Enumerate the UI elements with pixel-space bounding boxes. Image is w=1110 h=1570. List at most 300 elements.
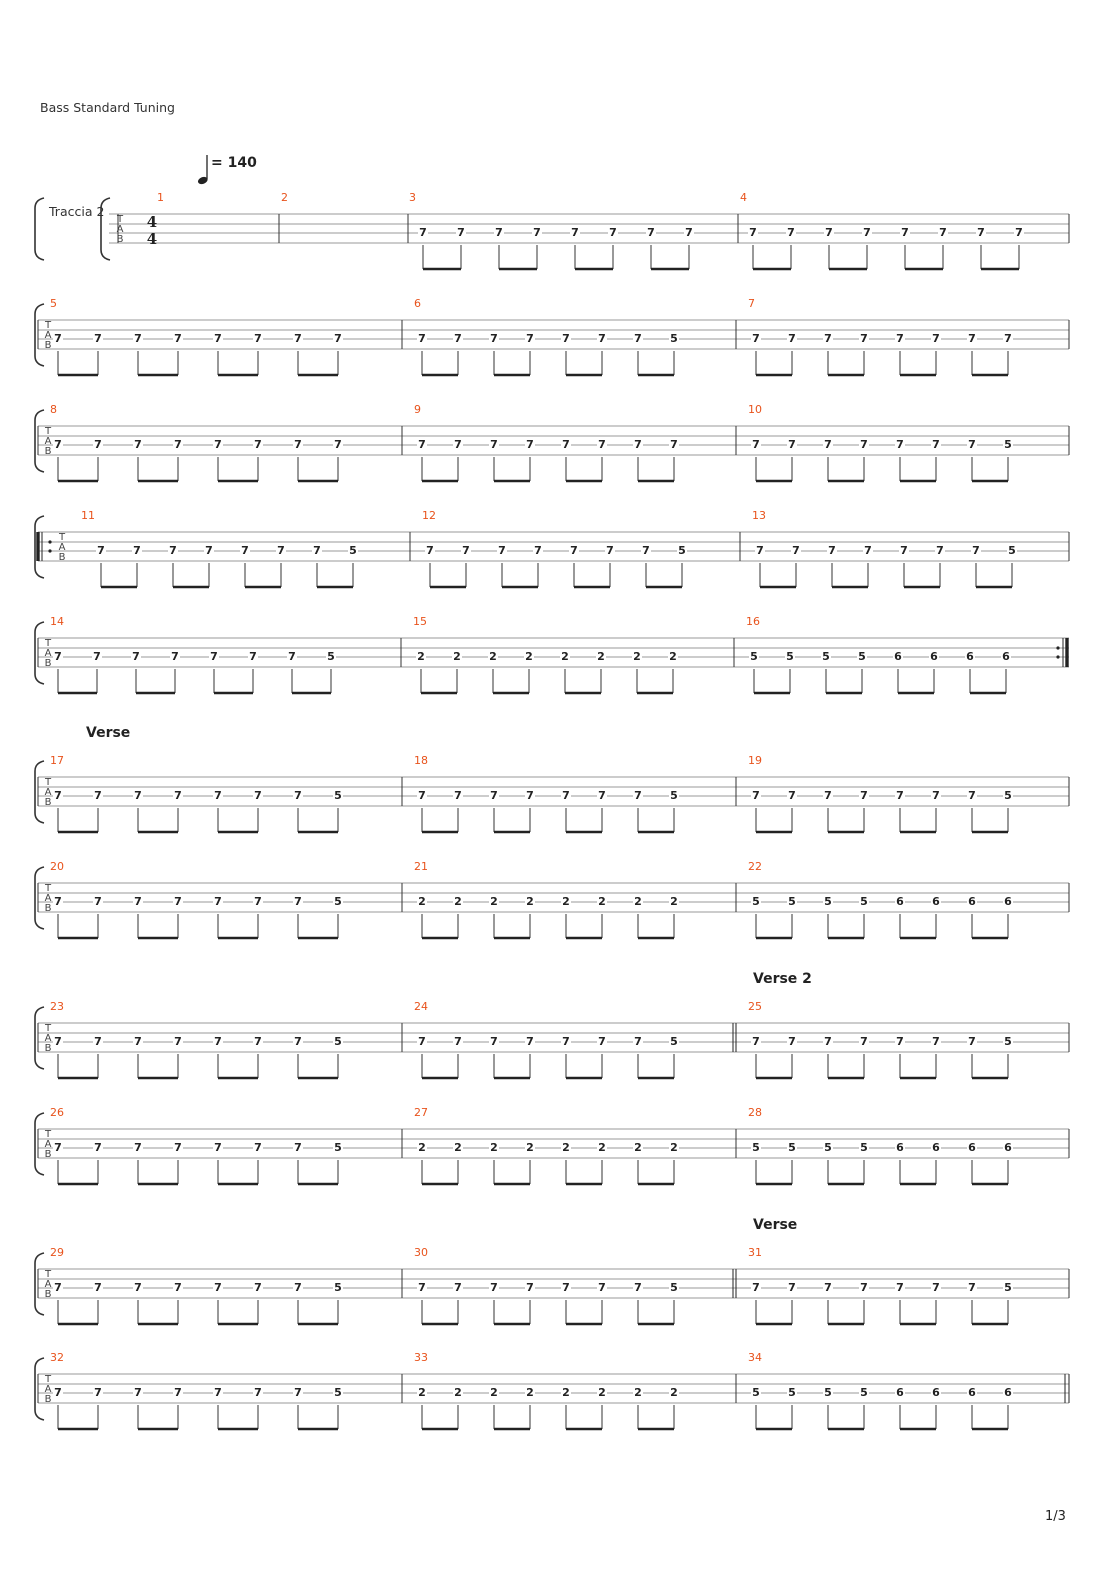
fret-number: 7 <box>133 544 141 557</box>
fret-number: 7 <box>174 438 182 451</box>
repeat-dot <box>48 549 51 552</box>
fret-number: 7 <box>1004 332 1012 345</box>
tab-clef-letter: A <box>44 1384 52 1395</box>
fret-number: 2 <box>490 1386 498 1399</box>
system-bracket <box>35 622 44 684</box>
fret-number: 7 <box>454 789 462 802</box>
fret-number: 7 <box>932 1281 940 1294</box>
fret-number: 6 <box>1004 895 1012 908</box>
fret-number: 5 <box>327 650 335 663</box>
fret-number: 7 <box>752 1281 760 1294</box>
fret-number: 7 <box>749 226 757 239</box>
fret-number: 2 <box>526 1141 534 1154</box>
fret-number: 7 <box>294 332 302 345</box>
fret-number: 2 <box>634 1141 642 1154</box>
fret-number: 7 <box>787 226 795 239</box>
fret-number: 5 <box>334 1386 342 1399</box>
fret-number: 7 <box>134 895 142 908</box>
measure-number: 16 <box>746 615 760 628</box>
fret-number: 5 <box>334 1281 342 1294</box>
fret-number: 7 <box>647 226 655 239</box>
fret-number: 7 <box>174 1281 182 1294</box>
fret-number: 7 <box>824 1281 832 1294</box>
measure-number: 23 <box>50 1000 64 1013</box>
fret-number: 7 <box>294 1141 302 1154</box>
fret-number: 7 <box>828 544 836 557</box>
fret-number: 7 <box>533 226 541 239</box>
measure-number: 4 <box>740 191 747 204</box>
fret-number: 7 <box>294 438 302 451</box>
fret-number: 6 <box>930 650 938 663</box>
fret-number: 7 <box>752 332 760 345</box>
fret-number: 7 <box>896 1281 904 1294</box>
fret-number: 7 <box>570 544 578 557</box>
fret-number: 7 <box>634 438 642 451</box>
fret-number: 7 <box>788 789 796 802</box>
fret-number: 5 <box>1004 438 1012 451</box>
fret-number: 5 <box>670 332 678 345</box>
fret-number: 7 <box>825 226 833 239</box>
fret-number: 5 <box>334 789 342 802</box>
fret-number: 7 <box>939 226 947 239</box>
tab-clef-letter: B <box>44 797 52 808</box>
fret-number: 7 <box>562 789 570 802</box>
fret-number: 7 <box>134 1281 142 1294</box>
fret-number: 7 <box>598 1281 606 1294</box>
fret-number: 7 <box>932 332 940 345</box>
repeat-dot <box>1056 646 1059 649</box>
fret-number: 7 <box>490 789 498 802</box>
fret-number: 7 <box>752 438 760 451</box>
fret-number: 7 <box>254 1386 262 1399</box>
fret-number: 7 <box>254 1141 262 1154</box>
measure-number: 5 <box>50 297 57 310</box>
tab-clef-letter: B <box>44 340 52 351</box>
fret-number: 7 <box>792 544 800 557</box>
fret-number: 5 <box>349 544 357 557</box>
measure-number: 12 <box>422 509 436 522</box>
fret-number: 7 <box>94 1386 102 1399</box>
fret-number: 6 <box>932 1386 940 1399</box>
measure-number: 3 <box>409 191 416 204</box>
fret-number: 5 <box>788 895 796 908</box>
measure-number: 13 <box>752 509 766 522</box>
tab-clef-letter: A <box>44 1139 52 1150</box>
time-signature-bottom: 4 <box>146 230 158 248</box>
system-bracket <box>35 1358 44 1420</box>
fret-number: 7 <box>174 1386 182 1399</box>
fret-number: 2 <box>634 1386 642 1399</box>
fret-number: 5 <box>670 1281 678 1294</box>
fret-number: 2 <box>418 1386 426 1399</box>
tab-clef-letter: T <box>44 426 52 437</box>
fret-number: 7 <box>900 544 908 557</box>
fret-number: 7 <box>670 438 678 451</box>
fret-number: 5 <box>1004 789 1012 802</box>
fret-number: 7 <box>1015 226 1023 239</box>
fret-number: 7 <box>54 1281 62 1294</box>
fret-number: 7 <box>526 438 534 451</box>
measure-number: 10 <box>748 403 762 416</box>
fret-number: 2 <box>670 1386 678 1399</box>
measure-number: 21 <box>414 860 428 873</box>
fret-number: 7 <box>860 1035 868 1048</box>
fret-number: 7 <box>824 789 832 802</box>
fret-number: 5 <box>752 895 760 908</box>
fret-number: 7 <box>490 1035 498 1048</box>
fret-number: 7 <box>634 1281 642 1294</box>
fret-number: 7 <box>598 332 606 345</box>
fret-number: 5 <box>678 544 686 557</box>
tuning-label: Bass Standard Tuning <box>40 100 175 115</box>
fret-number: 7 <box>94 789 102 802</box>
fret-number: 6 <box>966 650 974 663</box>
measure-number: 18 <box>414 754 428 767</box>
system-bracket <box>35 867 44 929</box>
fret-number: 5 <box>752 1386 760 1399</box>
measure-number: 29 <box>50 1246 64 1259</box>
fret-number: 7 <box>254 438 262 451</box>
fret-number: 5 <box>788 1386 796 1399</box>
fret-number: 6 <box>932 895 940 908</box>
fret-number: 7 <box>860 438 868 451</box>
fret-number: 7 <box>860 1281 868 1294</box>
fret-number: 5 <box>334 895 342 908</box>
fret-number: 7 <box>896 789 904 802</box>
measure-number: 27 <box>414 1106 428 1119</box>
fret-number: 2 <box>454 1386 462 1399</box>
fret-number: 7 <box>97 544 105 557</box>
fret-number: 7 <box>634 1035 642 1048</box>
fret-number: 2 <box>489 650 497 663</box>
fret-number: 7 <box>824 1035 832 1048</box>
page-number: 1/3 <box>1045 1509 1066 1524</box>
time-signature-top: 4 <box>146 213 158 231</box>
measure-number: 8 <box>50 403 57 416</box>
fret-number: 2 <box>525 650 533 663</box>
system-bracket <box>35 761 44 823</box>
fret-number: 7 <box>134 438 142 451</box>
fret-number: 7 <box>294 895 302 908</box>
fret-number: 7 <box>294 1281 302 1294</box>
track-name: Traccia 2 <box>49 204 105 219</box>
fret-number: 7 <box>134 332 142 345</box>
fret-number: 7 <box>932 789 940 802</box>
fret-number: 7 <box>788 332 796 345</box>
fret-number: 7 <box>571 226 579 239</box>
tab-clef-letter: T <box>44 1269 52 1280</box>
fret-number: 2 <box>453 650 461 663</box>
fret-number: 2 <box>598 1141 606 1154</box>
fret-number: 7 <box>254 895 262 908</box>
fret-number: 7 <box>54 438 62 451</box>
system-bracket <box>35 304 44 366</box>
fret-number: 5 <box>334 1141 342 1154</box>
fret-number: 7 <box>932 438 940 451</box>
fret-number: 7 <box>205 544 213 557</box>
fret-number: 7 <box>54 332 62 345</box>
fret-number: 7 <box>860 332 868 345</box>
tab-clef-letter: A <box>44 648 52 659</box>
fret-number: 7 <box>642 544 650 557</box>
fret-number: 7 <box>454 1035 462 1048</box>
fret-number: 7 <box>254 332 262 345</box>
fret-number: 7 <box>896 438 904 451</box>
fret-number: 6 <box>1004 1141 1012 1154</box>
fret-number: 7 <box>249 650 257 663</box>
measure-number: 33 <box>414 1351 428 1364</box>
fret-number: 7 <box>241 544 249 557</box>
fret-number: 7 <box>418 332 426 345</box>
fret-number: 6 <box>896 895 904 908</box>
fret-number: 2 <box>598 1386 606 1399</box>
fret-number: 7 <box>598 789 606 802</box>
tab-clef-letter: T <box>116 214 124 225</box>
tab-clef-letter: T <box>44 638 52 649</box>
fret-number: 7 <box>598 438 606 451</box>
measure-number: 32 <box>50 1351 64 1364</box>
fret-number: 2 <box>526 1386 534 1399</box>
fret-number: 5 <box>858 650 866 663</box>
fret-number: 5 <box>1008 544 1016 557</box>
tab-clef-letter: T <box>44 1129 52 1140</box>
tab-clef-letter: A <box>44 1033 52 1044</box>
measure-number: 15 <box>413 615 427 628</box>
fret-number: 7 <box>418 1281 426 1294</box>
fret-number: 7 <box>214 895 222 908</box>
measure-number: 24 <box>414 1000 428 1013</box>
measure-number: 34 <box>748 1351 762 1364</box>
fret-number: 7 <box>313 544 321 557</box>
fret-number: 5 <box>788 1141 796 1154</box>
repeat-dot <box>48 540 51 543</box>
fret-number: 7 <box>334 332 342 345</box>
fret-number: 7 <box>562 1281 570 1294</box>
fret-number: 7 <box>254 789 262 802</box>
fret-number: 7 <box>277 544 285 557</box>
fret-number: 7 <box>134 1386 142 1399</box>
tab-clef-letter: B <box>44 1043 52 1054</box>
fret-number: 5 <box>750 650 758 663</box>
fret-number: 7 <box>418 789 426 802</box>
tempo-value: = 140 <box>211 155 257 171</box>
tab-clef-letter: T <box>44 777 52 788</box>
fret-number: 7 <box>968 789 976 802</box>
measure-number: 19 <box>748 754 762 767</box>
fret-number: 7 <box>562 1035 570 1048</box>
fret-number: 7 <box>94 438 102 451</box>
measure-number: 11 <box>81 509 95 522</box>
fret-number: 7 <box>457 226 465 239</box>
fret-number: 7 <box>214 1281 222 1294</box>
fret-number: 7 <box>134 1141 142 1154</box>
fret-number: 7 <box>174 789 182 802</box>
measure-number: 17 <box>50 754 64 767</box>
fret-number: 7 <box>54 1035 62 1048</box>
fret-number: 7 <box>210 650 218 663</box>
fret-number: 7 <box>174 332 182 345</box>
fret-number: 5 <box>670 789 678 802</box>
tab-clef-letter: B <box>44 658 52 669</box>
fret-number: 7 <box>54 650 62 663</box>
fret-number: 7 <box>901 226 909 239</box>
fret-number: 7 <box>598 1035 606 1048</box>
fret-number: 7 <box>824 332 832 345</box>
fret-number: 2 <box>562 1141 570 1154</box>
fret-number: 2 <box>669 650 677 663</box>
fret-number: 7 <box>634 332 642 345</box>
fret-number: 5 <box>334 1035 342 1048</box>
fret-number: 5 <box>860 895 868 908</box>
fret-number: 2 <box>454 1141 462 1154</box>
system-bracket <box>35 410 44 472</box>
fret-number: 5 <box>822 650 830 663</box>
tab-clef-letter: T <box>58 532 66 543</box>
fret-number: 7 <box>174 1035 182 1048</box>
fret-number: 7 <box>134 1035 142 1048</box>
fret-number: 7 <box>294 1386 302 1399</box>
fret-number: 7 <box>134 789 142 802</box>
fret-number: 7 <box>972 544 980 557</box>
fret-number: 5 <box>1004 1281 1012 1294</box>
fret-number: 7 <box>534 544 542 557</box>
fret-number: 2 <box>562 895 570 908</box>
fret-number: 6 <box>1002 650 1010 663</box>
fret-number: 7 <box>606 544 614 557</box>
fret-number: 7 <box>788 1281 796 1294</box>
tab-clef-letter: T <box>44 883 52 894</box>
fret-number: 7 <box>977 226 985 239</box>
fret-number: 5 <box>1004 1035 1012 1048</box>
measure-number: 14 <box>50 615 64 628</box>
fret-number: 7 <box>418 438 426 451</box>
fret-number: 7 <box>526 1035 534 1048</box>
measure-number: 28 <box>748 1106 762 1119</box>
fret-number: 7 <box>526 789 534 802</box>
fret-number: 2 <box>670 895 678 908</box>
tab-clef-letter: T <box>44 1374 52 1385</box>
fret-number: 7 <box>93 650 101 663</box>
fret-number: 7 <box>254 1035 262 1048</box>
measure-number: 1 <box>157 191 164 204</box>
fret-number: 7 <box>526 332 534 345</box>
fret-number: 7 <box>490 438 498 451</box>
fret-number: 7 <box>609 226 617 239</box>
tab-clef-letter: A <box>44 1279 52 1290</box>
measure-number: 9 <box>414 403 421 416</box>
fret-number: 2 <box>634 895 642 908</box>
fret-number: 7 <box>294 1035 302 1048</box>
system-bracket <box>35 1253 44 1315</box>
tab-clef-letter: B <box>44 1394 52 1405</box>
fret-number: 7 <box>454 1281 462 1294</box>
fret-number: 7 <box>426 544 434 557</box>
fret-number: 7 <box>824 438 832 451</box>
fret-number: 7 <box>214 438 222 451</box>
fret-number: 5 <box>860 1386 868 1399</box>
fret-number: 7 <box>562 332 570 345</box>
fret-number: 7 <box>214 1035 222 1048</box>
fret-number: 6 <box>1004 1386 1012 1399</box>
fret-number: 7 <box>936 544 944 557</box>
fret-number: 6 <box>968 895 976 908</box>
measure-number: 20 <box>50 860 64 873</box>
fret-number: 7 <box>132 650 140 663</box>
tab-clef-letter: B <box>116 234 124 245</box>
tab-clef-letter: A <box>44 787 52 798</box>
fret-number: 7 <box>752 1035 760 1048</box>
fret-number: 7 <box>490 1281 498 1294</box>
fret-number: 7 <box>896 332 904 345</box>
fret-number: 7 <box>94 1035 102 1048</box>
fret-number: 2 <box>490 1141 498 1154</box>
fret-number: 7 <box>968 332 976 345</box>
fret-number: 7 <box>214 1141 222 1154</box>
measure-number: 7 <box>748 297 755 310</box>
fret-number: 7 <box>490 332 498 345</box>
fret-number: 7 <box>863 226 871 239</box>
fret-number: 7 <box>968 438 976 451</box>
fret-number: 2 <box>670 1141 678 1154</box>
fret-number: 6 <box>896 1386 904 1399</box>
fret-number: 7 <box>495 226 503 239</box>
fret-number: 2 <box>418 895 426 908</box>
tab-clef-letter: B <box>44 1289 52 1300</box>
tab-clef-letter: B <box>44 1149 52 1160</box>
fret-number: 5 <box>860 1141 868 1154</box>
tab-clef-letter: B <box>44 446 52 457</box>
fret-number: 7 <box>462 544 470 557</box>
fret-number: 7 <box>214 1386 222 1399</box>
fret-number: 7 <box>968 1281 976 1294</box>
fret-number: 7 <box>788 1035 796 1048</box>
section-label: Verse <box>753 1217 798 1233</box>
fret-number: 7 <box>526 1281 534 1294</box>
fret-number: 7 <box>54 789 62 802</box>
measure-number: 31 <box>748 1246 762 1259</box>
fret-number: 7 <box>932 1035 940 1048</box>
fret-number: 7 <box>788 438 796 451</box>
fret-number: 6 <box>932 1141 940 1154</box>
fret-number: 7 <box>214 789 222 802</box>
tab-clef-letter: B <box>44 903 52 914</box>
tab-clef-letter: A <box>44 893 52 904</box>
fret-number: 7 <box>174 1141 182 1154</box>
fret-number: 2 <box>454 895 462 908</box>
tab-clef-letter: T <box>44 1023 52 1034</box>
fret-number: 7 <box>171 650 179 663</box>
fret-number: 6 <box>968 1386 976 1399</box>
measure-number: 2 <box>281 191 288 204</box>
fret-number: 7 <box>334 438 342 451</box>
fret-number: 6 <box>896 1141 904 1154</box>
measure-number: 26 <box>50 1106 64 1119</box>
fret-number: 7 <box>94 1281 102 1294</box>
fret-number: 7 <box>860 789 868 802</box>
measure-number: 25 <box>748 1000 762 1013</box>
fret-number: 7 <box>54 1386 62 1399</box>
fret-number: 6 <box>968 1141 976 1154</box>
fret-number: 5 <box>786 650 794 663</box>
fret-number: 7 <box>454 438 462 451</box>
fret-number: 7 <box>54 895 62 908</box>
fret-number: 7 <box>685 226 693 239</box>
tab-clef-letter: A <box>116 224 124 235</box>
fret-number: 7 <box>54 1141 62 1154</box>
fret-number: 7 <box>174 895 182 908</box>
system-bracket <box>101 198 110 260</box>
fret-number: 7 <box>562 438 570 451</box>
